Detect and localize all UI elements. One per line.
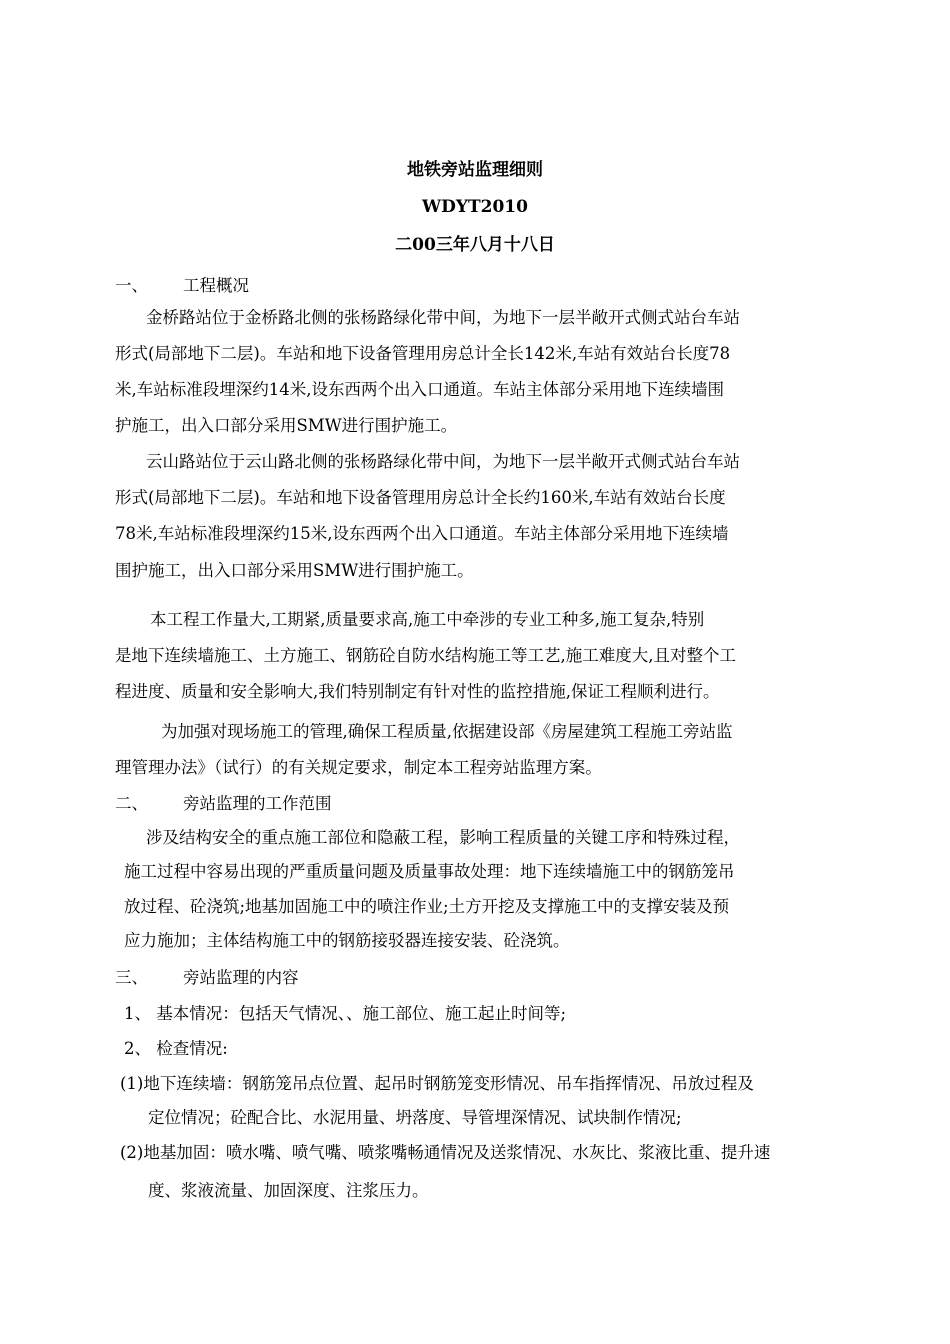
paragraph-line: 护施工，出入口部分采用SMW进行围护施工。 (115, 416, 458, 435)
paragraph-line: 云山路站位于云山路北侧的张杨路绿化带中间，为地下一层半敞开式侧式站台车站 (146, 452, 740, 471)
section-title: 工程概况 (183, 276, 249, 295)
paragraph-line: 施工过程中容易出现的严重质量问题及质量事故处理：地下连续墙施工中的钢筋笼吊 (124, 862, 735, 881)
list-item-continuation: 定位情况；砼配合比、水泥用量、坍落度、导管埋深情况、试块制作情况; (148, 1108, 682, 1127)
section-heading (115, 967, 299, 989)
list-item-continuation: 度、浆液流量、加固深度、注浆压力。 (148, 1181, 429, 1200)
paragraph-line: 涉及结构安全的重点施工部位和隐蔽工程，影响工程质量的关键工序和特殊过程， (146, 828, 740, 847)
paragraph-line: 程进度、质量和安全影响大,我们特别制定有针对性的监控措施,保证工程顺利进行。 (115, 682, 720, 701)
section-number: 三、 (115, 968, 148, 987)
section-heading (115, 275, 249, 297)
paragraph-line: 本工程工作量大,工期紧,质量要求高,施工中牵涉的专业工种多,施工复杂,特别 (150, 610, 705, 629)
section-number: 二、 (115, 794, 148, 813)
paragraph-line: 围护施工，出入口部分采用SMW进行围护施工。 (115, 561, 474, 580)
list-item: 2、 检查情况: (124, 1039, 228, 1058)
section-heading (115, 793, 332, 815)
paragraph-line: 是地下连续墙施工、土方施工、钢筋砼自防水结构施工等工艺,施工难度大,且对整个工 (115, 646, 736, 665)
list-item: (2)地基加固：喷水嘴、喷气嘴、喷浆嘴畅通情况及送浆情况、水灰比、浆液比重、提升速 (120, 1143, 771, 1162)
paragraph-line: 金桥路站位于金桥路北侧的张杨路绿化带中间，为地下一层半敞开式侧式站台车站 (146, 308, 740, 327)
paragraph-line: 理管理办法》（试行）的有关规定要求，制定本工程旁站监理方案。 (115, 758, 602, 777)
document-code: WDYT2010 (422, 197, 528, 217)
paragraph-line: 放过程、砼浇筑;地基加固施工中的喷注作业;土方开挖及支撑施工中的支撑安装及预 (124, 897, 730, 916)
paragraph-line: 为加强对现场施工的管理,确保工程质量,依据建设部《房屋建筑工程施工旁站监 (161, 722, 733, 741)
paragraph-line: 形式(局部地下二层)。车站和地下设备管理用房总计全长142米,车站有效站台长度78 (115, 344, 731, 363)
paragraph-line: 78米,车站标准段埋深约15米,设东西两个出入口通道。车站主体部分采用地下连续墙 (115, 524, 729, 543)
document-title: 地铁旁站监理细则 (407, 160, 543, 180)
section-number: 一、 (115, 276, 148, 295)
section-title: 旁站监理的工作范围 (183, 794, 332, 813)
paragraph-line: 形式(局部地下二层)。车站和地下设备管理用房总计全长约160米,车站有效站台长度 (115, 488, 726, 507)
list-item: (1)地下连续墙：钢筋笼吊点位置、起吊时钢筋笼变形情况、吊车指挥情况、吊放过程及 (120, 1074, 754, 1093)
document-date: 二00三年八月十八日 (395, 235, 555, 255)
section-title: 旁站监理的内容 (183, 968, 299, 987)
paragraph-line: 应力施加；主体结构施工中的钢筋接驳器连接安装、砼浇筑。 (124, 931, 570, 950)
paragraph-line: 米,车站标准段埋深约14米,设东西两个出入口通道。车站主体部分采用地下连续墙围 (115, 380, 724, 399)
list-item: 1、 基本情况：包括天气情况、、施工部位、施工起止时间等; (124, 1004, 567, 1023)
